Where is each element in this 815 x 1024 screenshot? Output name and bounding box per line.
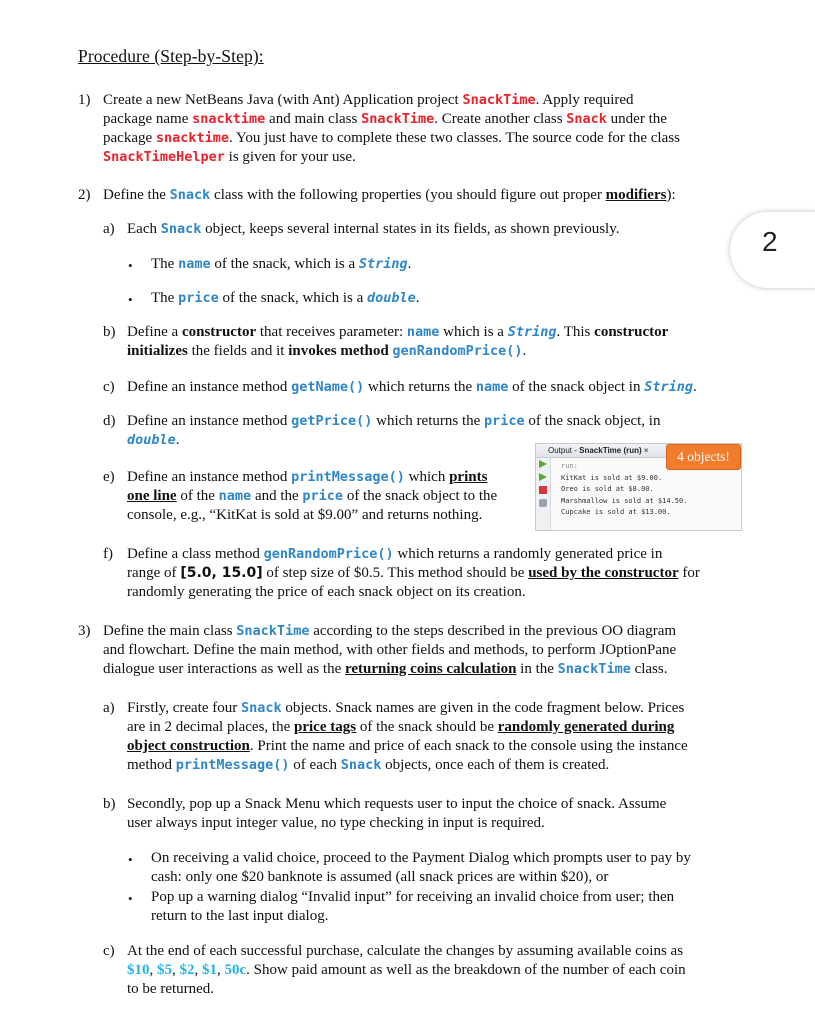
- text: which returns a randomly generated price in: [393, 546, 663, 562]
- settings-icon[interactable]: [539, 499, 547, 507]
- text: Each: [127, 221, 161, 237]
- text: of the snack should be: [356, 719, 498, 735]
- text: Define a class method: [127, 546, 264, 562]
- step-3-text: [103, 622, 743, 679]
- step-1-line: [103, 110, 743, 129]
- field-name: price: [302, 488, 344, 504]
- text: invokes method: [288, 343, 389, 359]
- price-range: [5.0, 15.0]: [180, 565, 263, 581]
- line: [127, 737, 742, 756]
- method-name: printMessage(): [175, 757, 290, 773]
- step-3c-text: [127, 942, 747, 999]
- text: Firstly, create four: [127, 700, 241, 716]
- field-type: double: [367, 290, 416, 306]
- output-line: Oreo is sold at $8.00.: [561, 485, 654, 493]
- text: the fields and it: [187, 343, 289, 359]
- param-name: name: [406, 324, 440, 340]
- step-2a-text: [127, 220, 742, 239]
- text: Define a: [127, 324, 182, 340]
- step-1-line: [103, 148, 743, 167]
- text: class.: [630, 661, 668, 677]
- step-3b-bullet-valid: [151, 849, 746, 887]
- step-2b-label: b): [103, 324, 116, 340]
- package-name: snacktime: [192, 111, 266, 127]
- step-2d-label: d): [103, 413, 116, 429]
- line: [127, 756, 742, 775]
- step-3b-label: b): [103, 796, 116, 812]
- page-number-badge: [730, 212, 815, 288]
- step-3-number: 3): [78, 623, 91, 639]
- text: Define the main class: [103, 623, 237, 639]
- text: package name: [103, 111, 193, 127]
- text: of the snack object, in: [524, 413, 661, 429]
- bullet-icon: •: [128, 258, 133, 273]
- text: which returns the: [372, 413, 485, 429]
- text: user always input integer value, no type checking in input is required.: [127, 815, 545, 831]
- text: which is a: [439, 324, 508, 340]
- text: ,: [194, 962, 202, 978]
- step-2e-text: [127, 468, 532, 525]
- snack-class-name: Snack: [566, 111, 607, 127]
- text: method: [127, 757, 176, 773]
- output-line: Marshmallow is sold at $14.50.: [561, 496, 688, 505]
- objects-callout: 4 objects!: [666, 444, 741, 470]
- text: The: [151, 256, 179, 272]
- coin-value: $2: [179, 962, 195, 978]
- text: On receiving a valid choice, proceed to the Payment Dialog which prompts user to pay by: [151, 850, 691, 866]
- line: [127, 564, 742, 583]
- method-name: printMessage(): [291, 469, 405, 485]
- text: ,: [172, 962, 180, 978]
- coin-value: $10: [127, 962, 150, 978]
- text: according to the steps described in the previous OO diagram: [309, 623, 677, 639]
- main-class-name: SnackTime: [361, 111, 435, 127]
- text: is given for your use.: [224, 149, 356, 165]
- text: . Create another class: [434, 111, 567, 127]
- snack-class-name: Snack: [169, 187, 211, 203]
- step-2c-label: c): [103, 379, 115, 395]
- text: and main class: [265, 111, 362, 127]
- method-name: getPrice(): [291, 413, 373, 429]
- field-type: String: [644, 379, 693, 395]
- field-name: name: [218, 488, 252, 504]
- step-3a-text: [127, 699, 742, 775]
- package-name: snacktime: [155, 130, 230, 146]
- helper-class-name: SnackTimeHelper: [103, 149, 225, 165]
- text: . Apply required: [535, 92, 634, 108]
- text: initializes: [127, 343, 188, 359]
- page-title: Procedure (Step-by-Step):: [78, 46, 264, 66]
- text: dialogue user interactions as well as the: [103, 661, 346, 677]
- text: under the: [606, 111, 667, 127]
- method-name: getName(): [291, 379, 365, 395]
- text: constructor: [181, 324, 257, 340]
- text: and the: [251, 488, 303, 504]
- text: which: [404, 469, 450, 485]
- text: one line: [127, 488, 177, 504]
- line: [127, 980, 747, 999]
- step-2e-label: e): [103, 469, 115, 485]
- line: [151, 888, 746, 907]
- field-name: price: [178, 290, 219, 306]
- step-2-text: [103, 186, 743, 205]
- text: Define an instance method: [127, 379, 292, 395]
- line: [103, 622, 743, 641]
- text: price tags: [294, 719, 357, 735]
- param-type: String: [507, 324, 557, 340]
- text: that receives parameter:: [256, 324, 407, 340]
- snack-class-name: Snack: [241, 700, 282, 716]
- text: package: [103, 130, 156, 146]
- text: . Print the name and price of each snack to the console using the instance: [249, 738, 688, 754]
- stop-icon[interactable]: [539, 486, 547, 494]
- text: object construction: [127, 738, 250, 754]
- step-2f-label: f): [103, 546, 113, 562]
- close-icon[interactable]: ×: [643, 446, 649, 455]
- field-name: name: [178, 256, 211, 272]
- line: [127, 342, 742, 361]
- text: of the snack, which is a: [210, 256, 359, 272]
- line: [127, 699, 742, 718]
- text: ,: [217, 962, 225, 978]
- text: objects. Snack names are given in the code fragment below. Prices: [281, 700, 685, 716]
- text: constructor: [594, 324, 669, 340]
- line: [151, 907, 746, 926]
- field-name: price: [484, 413, 525, 429]
- step-3b-bullet-invalid: [151, 888, 746, 926]
- project-name: SnackTime: [462, 92, 536, 108]
- output-line: KitKat is sold at $9.00.: [561, 473, 663, 482]
- step-2-number: 2): [78, 187, 91, 203]
- text: range of: [127, 565, 181, 581]
- text: .: [415, 290, 420, 306]
- step-1-line: [103, 91, 743, 110]
- line: [127, 961, 747, 980]
- line: [127, 545, 742, 564]
- line: [103, 641, 743, 660]
- text: for: [678, 565, 700, 581]
- line: [127, 323, 742, 342]
- snack-class-name: Snack: [340, 757, 382, 773]
- text: .: [407, 256, 412, 272]
- snack-class-name: Snack: [160, 221, 202, 237]
- field-type: double: [127, 432, 176, 448]
- text: returning coins calculation: [345, 661, 517, 677]
- main-class-name: SnackTime: [557, 661, 631, 677]
- line: [127, 795, 742, 814]
- rerun-icon[interactable]: [539, 460, 547, 468]
- line: [127, 583, 742, 602]
- text: of the snack, which is a: [218, 290, 368, 306]
- text: Define the: [103, 187, 170, 203]
- line: [151, 849, 746, 868]
- text: . Show paid amount as well as the breakdown of the number of each coin: [246, 962, 686, 978]
- step-2f-text: [127, 545, 742, 602]
- field-type: String: [358, 256, 408, 272]
- text: The: [151, 290, 179, 306]
- coin-value: $1: [202, 962, 217, 978]
- text: Create a new NetBeans Java (with Ant) Application project: [103, 92, 463, 108]
- line: [127, 468, 532, 487]
- text: randomly generating the price of each snack object on its creation.: [127, 584, 526, 600]
- output-line: Cupcake is sold at $13.00.: [561, 508, 671, 516]
- text: return to the last input dialog.: [151, 908, 329, 924]
- text: in the: [516, 661, 558, 677]
- text: randomly generated during: [497, 719, 675, 735]
- text: of the snack object in: [508, 379, 645, 395]
- step-3c-label: c): [103, 943, 115, 959]
- text: prints: [449, 469, 488, 485]
- page-number: 2: [762, 226, 778, 257]
- text: At the end of each successful purchase, calculate the changes by assuming available coins as: [127, 943, 684, 959]
- modifiers-emphasis: modifiers: [605, 187, 667, 203]
- main-class-name: SnackTime: [236, 623, 310, 639]
- text: .: [693, 379, 697, 395]
- step-1-number: 1): [78, 92, 91, 108]
- output-toolbar: [536, 458, 551, 530]
- line: [151, 868, 746, 887]
- step-2b-text: [127, 323, 742, 361]
- text: objects, once each of them is created.: [381, 757, 610, 773]
- text: ):: [666, 187, 676, 203]
- text: . You just have to complete these two classes. The source code for the class: [229, 130, 680, 146]
- field-name: name: [475, 379, 509, 395]
- text: class with the following properties (you should figure out proper: [210, 187, 606, 203]
- text: Output -: [548, 446, 580, 455]
- step-2a-label: a): [103, 221, 115, 237]
- text: which returns the: [364, 379, 476, 395]
- line: [127, 506, 532, 525]
- text: to be returned.: [127, 981, 215, 997]
- line: [127, 412, 742, 431]
- step-2a-bullet-price: [151, 289, 420, 308]
- output-line: run:: [561, 462, 578, 470]
- line: [127, 718, 742, 737]
- step-2c-text: [127, 378, 757, 397]
- line: [103, 660, 743, 679]
- coin-value: $5: [157, 962, 172, 978]
- step-3a-label: a): [103, 700, 115, 716]
- text: of each: [289, 757, 341, 773]
- step-1-line: [103, 129, 743, 148]
- text: .: [175, 432, 180, 448]
- method-name: genRandomPrice(): [392, 343, 523, 359]
- bullet-icon: •: [128, 292, 133, 307]
- line: [127, 487, 532, 506]
- output-title: SnackTime (run): [579, 446, 642, 455]
- text: console, e.g., “KitKat is sold at $9.00” and returns nothing.: [127, 507, 483, 523]
- line: [127, 942, 747, 961]
- step-2a-bullet-name: [151, 255, 411, 274]
- step-3b-text: [127, 795, 742, 833]
- bullet-icon: •: [128, 852, 133, 867]
- text: Define an instance method: [127, 469, 292, 485]
- text: of step size of $0.5. This method should be: [262, 565, 529, 581]
- text: Pop up a warning dialog “Invalid input” for receiving an invalid choice from user; then: [151, 889, 675, 905]
- text: ,: [149, 962, 157, 978]
- text: Define an instance method: [127, 413, 292, 429]
- text: object, keeps several internal states in its fields, as shown previously.: [201, 221, 620, 237]
- line: [127, 814, 742, 833]
- text: of the: [176, 488, 219, 504]
- bullet-icon: •: [128, 891, 133, 906]
- text: used by the constructor: [528, 565, 679, 581]
- text: Secondly, pop up a Snack Menu which requests user to input the choice of snack. Assume: [127, 796, 667, 812]
- run-icon[interactable]: [539, 473, 547, 481]
- text: cash: only one $20 banknote is assumed (all snack prices are within $20), or: [151, 869, 609, 885]
- text: . This: [556, 324, 595, 340]
- coin-value: 50c: [224, 962, 247, 978]
- text: of the snack object to the: [343, 488, 498, 504]
- text: .: [522, 343, 527, 359]
- method-name: genRandomPrice(): [263, 546, 394, 562]
- text: and flowchart. Define the main method, with other fields and methods, to perform JOptionPane: [103, 642, 677, 658]
- text: are in 2 decimal places, the: [127, 719, 295, 735]
- step-1-text: [103, 91, 743, 167]
